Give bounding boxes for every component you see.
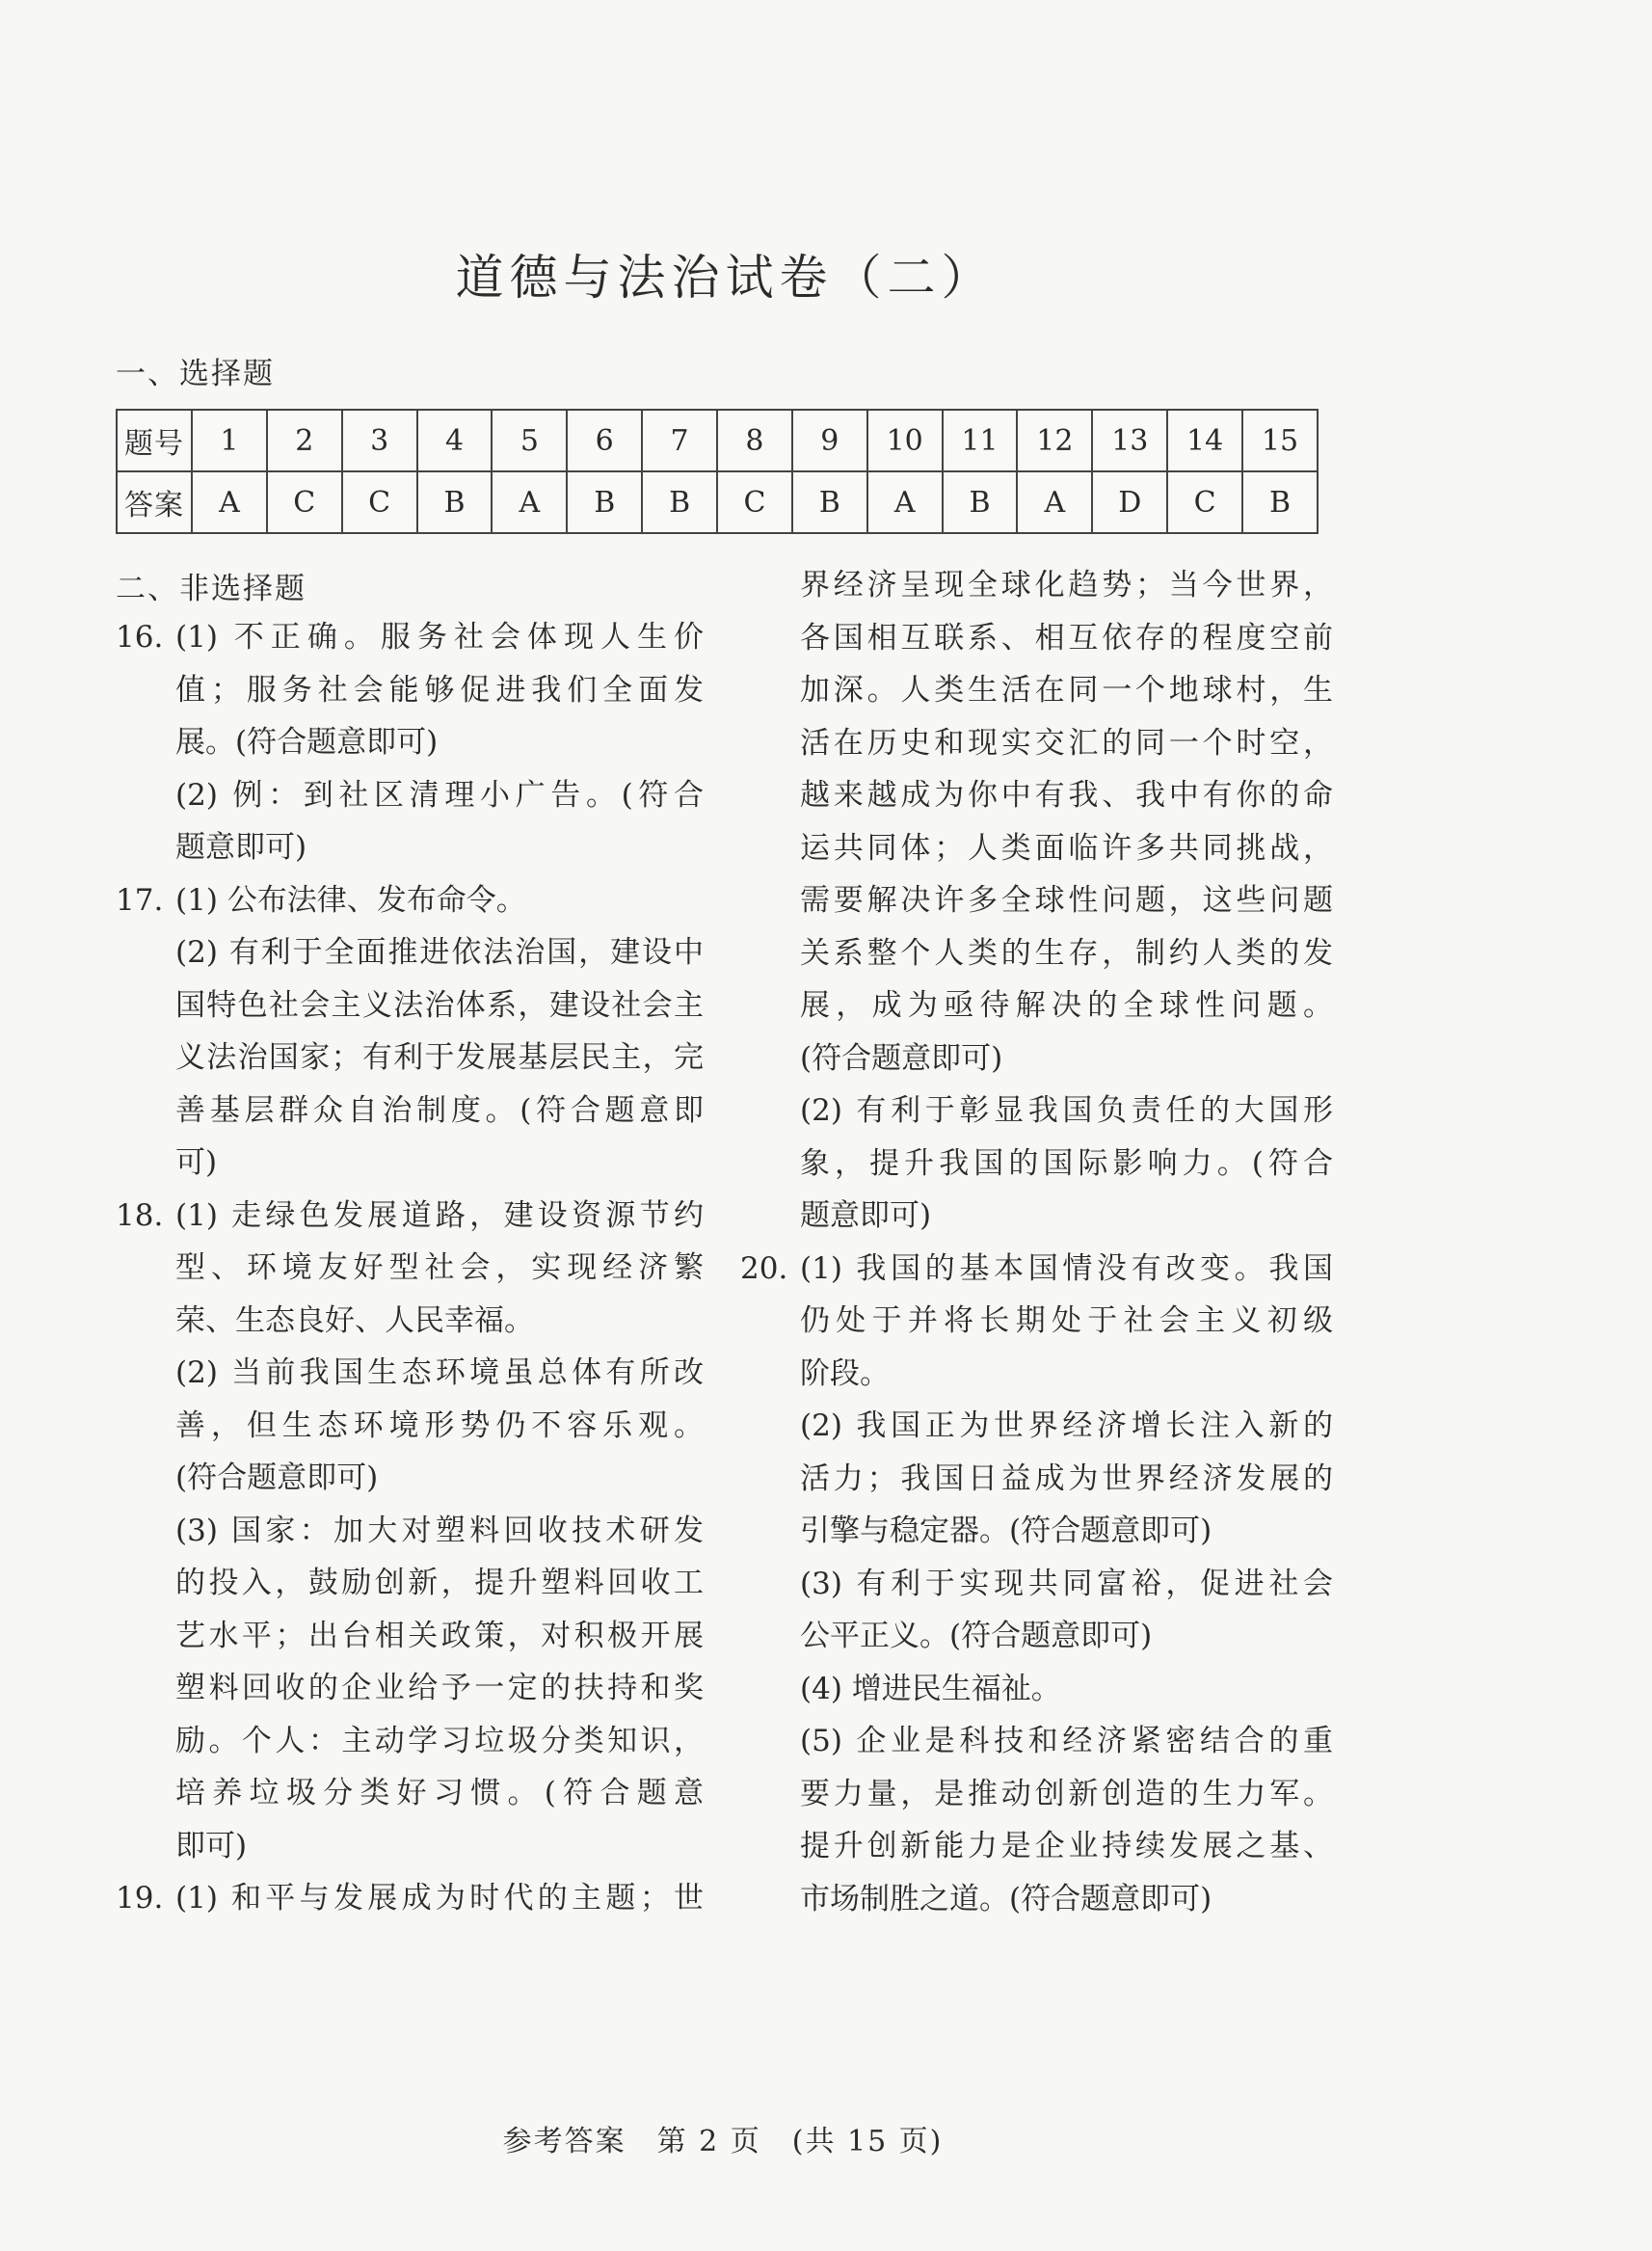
line-text: 值；服务社会能够促进我们全面发 xyxy=(175,672,704,708)
answer-text-line xyxy=(116,926,704,979)
answer-table xyxy=(116,409,1319,534)
line-text: 塑料回收的企业给予一定的扶持和奖 xyxy=(175,1671,704,1705)
answer-row xyxy=(117,471,1318,533)
question-number-cell: 7 xyxy=(642,410,717,471)
right-column xyxy=(740,559,1333,1925)
answer-text-line xyxy=(740,1243,1333,1296)
answer-text-line xyxy=(116,769,704,822)
section-choice-heading: 一、选择题 xyxy=(116,357,275,391)
answer-text-line xyxy=(740,1715,1333,1768)
answer-text-line xyxy=(740,717,1333,770)
answer-text-line xyxy=(740,1190,1333,1243)
line-text: 活力；我国日益成为世界经济发展的 xyxy=(800,1460,1333,1496)
line-text: 加深。人类生活在同一个地球村，生 xyxy=(800,673,1333,708)
answer-cell: C xyxy=(717,471,792,533)
question-number-cell: 4 xyxy=(417,410,493,471)
line-text: 象，提升我国的国际影响力。(符合 xyxy=(800,1145,1333,1181)
line-text: 的投入，鼓励创新，提升塑料回收工 xyxy=(175,1566,704,1600)
answer-text-line xyxy=(116,1190,704,1243)
line-text: 界经济呈现全球化趋势；当今世界， xyxy=(800,568,1333,603)
question-number-cell: 14 xyxy=(1167,410,1242,471)
line-text: 题意即可) xyxy=(175,830,307,865)
answer-text-line xyxy=(116,1400,704,1453)
line-text: 要力量，是推动创新创造的生力军。 xyxy=(800,1776,1333,1811)
line-text: 各国相互联系、相互依存的程度空前 xyxy=(800,620,1333,656)
answer-cell: D xyxy=(1092,471,1167,533)
line-text: (符合题意即可) xyxy=(175,1460,379,1495)
answer-text-line xyxy=(116,1767,704,1820)
answer-text-line xyxy=(740,822,1333,875)
line-text: 提升创新能力是企业持续发展之基、 xyxy=(800,1829,1333,1863)
answer-cell: B xyxy=(943,471,1018,533)
answer-cell: B xyxy=(417,471,493,533)
question-number-cell: 13 xyxy=(1092,410,1167,471)
line-text: (符合题意即可) xyxy=(800,1040,1003,1076)
answer-text-line xyxy=(740,1295,1333,1348)
line-text: 关系整个人类的生存，制约人类的发 xyxy=(800,935,1333,971)
row-label-answer: 答案 xyxy=(117,471,192,533)
question-number-cell: 15 xyxy=(1242,410,1318,471)
line-text: (1) 和平与发展成为时代的主题；世 xyxy=(175,1881,704,1916)
answer-text-line xyxy=(116,1557,704,1610)
line-text: 培养垃圾分类好习惯。(符合题意 xyxy=(175,1776,704,1810)
line-text: (1) 不正确。服务社会体现人生价 xyxy=(175,620,704,655)
question-number: 20. xyxy=(740,1250,788,1286)
answer-cell: B xyxy=(642,471,717,533)
question-number-cell: 8 xyxy=(717,410,792,471)
line-text: 题意即可) xyxy=(800,1198,932,1233)
answer-text-line xyxy=(116,1347,704,1400)
answer-text-line xyxy=(116,1505,704,1558)
line-text: 国特色社会主义法治体系，建设社会主 xyxy=(175,987,704,1023)
answer-text-line xyxy=(740,1610,1333,1663)
question-number-cell: 9 xyxy=(792,410,867,471)
question-number-cell: 12 xyxy=(1017,410,1092,471)
left-column xyxy=(116,611,704,1925)
answer-text-line xyxy=(116,716,704,769)
answer-text-line xyxy=(116,664,704,717)
line-text: (2) 有利于彰显我国负责任的大国形 xyxy=(800,1093,1333,1128)
line-text: 仍处于并将长期处于社会主义初级 xyxy=(800,1303,1333,1338)
line-text: (3) 国家：加大对塑料回收技术研发 xyxy=(175,1513,704,1548)
answer-text-line xyxy=(116,611,704,664)
line-text: (3) 有利于实现共同富裕，促进社会 xyxy=(800,1566,1333,1601)
line-text: 艺水平；出台相关政策，对积极开展 xyxy=(175,1618,704,1653)
answer-text-line xyxy=(740,664,1333,717)
answer-cell: B xyxy=(792,471,867,533)
answer-text-line xyxy=(116,1032,704,1085)
line-text: (2) 我国正为世界经济增长注入新的 xyxy=(800,1408,1333,1443)
line-text: (2) 有利于全面推进依法治国，建设中 xyxy=(175,935,704,970)
line-text: (1) 公布法律、发布命令。 xyxy=(175,882,526,918)
answer-text-line xyxy=(116,979,704,1032)
answer-cell: B xyxy=(1242,471,1318,533)
question-number-cell: 3 xyxy=(342,410,417,471)
line-text: 公平正义。(符合题意即可) xyxy=(800,1619,1153,1653)
question-number-cell: 2 xyxy=(267,410,342,471)
line-text: 越来越成为你中有我、我中有你的命 xyxy=(800,778,1333,813)
line-text: 励。个人：主动学习垃圾分类知识， xyxy=(175,1723,704,1758)
question-number-cell: 1 xyxy=(192,410,267,471)
row-label-number: 题号 xyxy=(117,410,192,471)
line-text: 即可) xyxy=(175,1828,248,1863)
line-text: (5) 企业是科技和经济紧密结合的重 xyxy=(800,1724,1333,1758)
answer-text-line xyxy=(740,1768,1333,1821)
line-text: (2) 例：到社区清理小广告。(符合 xyxy=(175,777,704,813)
page-title: 道德与法治试卷（二） xyxy=(455,250,996,306)
answer-text-line xyxy=(740,979,1333,1032)
line-text: (2) 当前我国生态环境虽总体有所改 xyxy=(175,1355,704,1390)
answer-cell: A xyxy=(492,471,567,533)
answer-text-line xyxy=(740,1400,1333,1453)
question-number: 19. xyxy=(116,1881,164,1916)
answer-cell: B xyxy=(567,471,642,533)
line-text: 展。(符合题意即可) xyxy=(175,725,439,760)
answer-text-line xyxy=(740,559,1333,612)
answer-cell: C xyxy=(342,471,417,533)
answer-text-line xyxy=(116,1085,704,1138)
answer-text-line xyxy=(116,1715,704,1768)
line-text: 展，成为亟待解决的全球性问题。 xyxy=(800,988,1333,1023)
answer-cell: A xyxy=(192,471,267,533)
question-number: 16. xyxy=(116,620,164,655)
question-number-row xyxy=(117,410,1318,471)
answer-cell: C xyxy=(267,471,342,533)
answer-text-line xyxy=(740,927,1333,980)
answer-text-line xyxy=(740,1138,1333,1191)
page-footer: 参考答案 第 2 页 (共 15 页) xyxy=(502,2125,944,2158)
line-text: 型、环境友好型社会，实现经济繁 xyxy=(175,1250,704,1285)
section-nonchoice-heading: 二、非选择题 xyxy=(116,572,306,606)
answer-text-line xyxy=(116,821,704,874)
answer-text-line xyxy=(740,1085,1333,1138)
line-text: 活在历史和现实交汇的同一个时空， xyxy=(800,725,1333,761)
line-text: 荣、生态良好、人民幸福。 xyxy=(175,1302,534,1338)
question-number: 17. xyxy=(116,882,164,918)
answer-text-line xyxy=(116,1137,704,1190)
line-text: (1) 我国的基本国情没有改变。我国 xyxy=(800,1250,1333,1286)
answer-text-line xyxy=(740,1453,1333,1506)
question-number-cell: 6 xyxy=(567,410,642,471)
answer-text-line xyxy=(740,1663,1333,1716)
answer-text-line xyxy=(116,1452,704,1505)
answer-text-line xyxy=(740,1348,1333,1401)
line-text: 市场制胜之道。(符合题意即可) xyxy=(800,1881,1212,1916)
answer-text-line xyxy=(740,1032,1333,1085)
answer-cell: C xyxy=(1167,471,1242,533)
answer-text-line xyxy=(740,1873,1333,1926)
question-number-cell: 10 xyxy=(867,410,943,471)
question-number: 18. xyxy=(116,1197,164,1233)
answer-cell: A xyxy=(867,471,943,533)
answer-text-line xyxy=(740,1505,1333,1558)
answer-text-line xyxy=(116,1662,704,1715)
answer-text-line xyxy=(116,1610,704,1663)
line-text: 善，但生态环境形势仍不容乐观。 xyxy=(175,1407,704,1443)
answer-text-line xyxy=(740,1820,1333,1873)
line-text: (1) 走绿色发展道路，建设资源节约 xyxy=(175,1197,704,1233)
question-number-cell: 11 xyxy=(943,410,1018,471)
line-text: 引擎与稳定器。(符合题意即可) xyxy=(800,1514,1212,1548)
answer-text-line xyxy=(116,1295,704,1348)
answer-cell: A xyxy=(1017,471,1092,533)
line-text: 需要解决许多全球性问题，这些问题 xyxy=(800,883,1333,918)
answer-text-line xyxy=(116,1820,704,1873)
answer-text-line xyxy=(116,1872,704,1925)
answer-text-line xyxy=(116,1242,704,1295)
line-text: 义法治国家；有利于发展基层民主，完 xyxy=(175,1040,704,1075)
answer-text-line xyxy=(740,1558,1333,1611)
question-number-cell: 5 xyxy=(492,410,567,471)
answer-text-line xyxy=(740,874,1333,927)
line-text: 可) xyxy=(175,1145,218,1180)
answer-text-line xyxy=(116,874,704,927)
line-text: 善基层群众自治制度。(符合题意即 xyxy=(175,1092,704,1128)
line-text: 运共同体；人类面临许多共同挑战， xyxy=(800,830,1333,866)
line-text: 阶段。 xyxy=(800,1355,890,1391)
answer-text-line xyxy=(740,769,1333,822)
answer-text-line xyxy=(740,612,1333,665)
line-text: (4) 增进民生福祉。 xyxy=(800,1671,1061,1706)
